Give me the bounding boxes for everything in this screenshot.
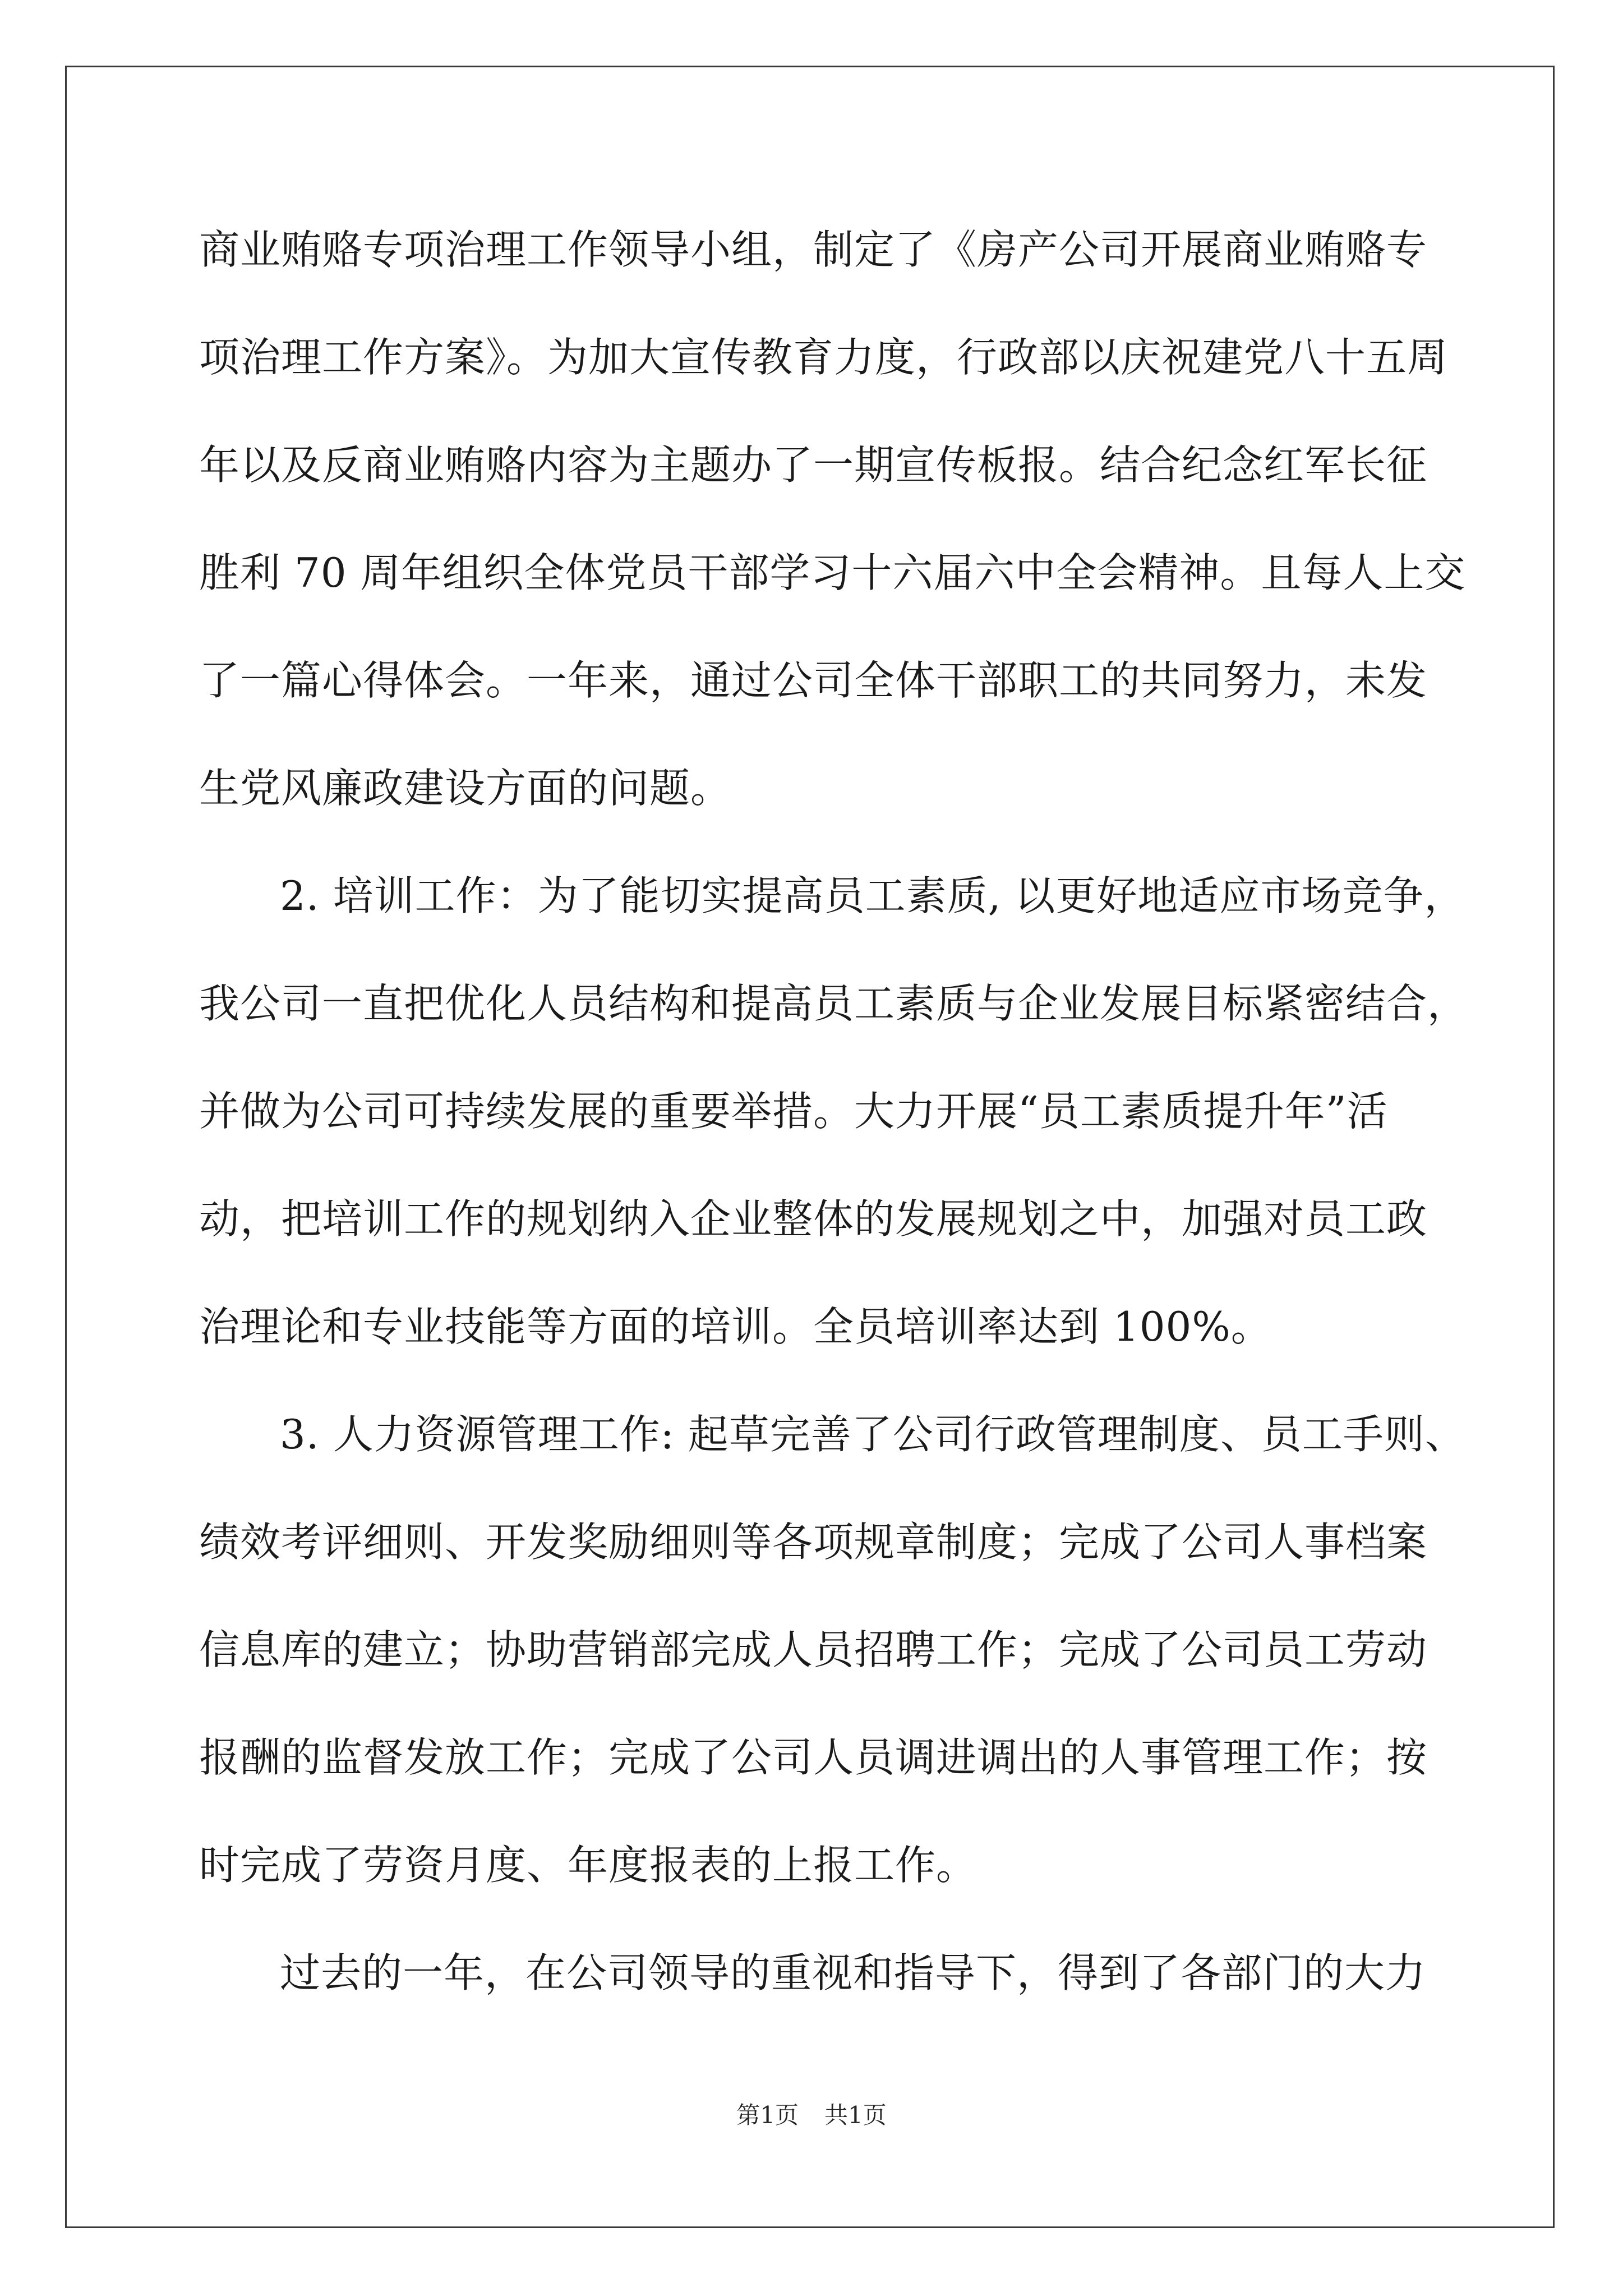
page-footer xyxy=(0,2097,1623,2131)
text-line: 我公司一直把优化人员结构和提高员工素质与企业发展目标紧密结合， xyxy=(199,980,1469,1027)
text-line: 并做为公司可持续发展的重要举措。大力开展“员工素质提升年”活 xyxy=(199,1088,1388,1135)
text-line: 生党风廉政建设方面的问题。 xyxy=(199,765,732,812)
text-line: 了一篇心得体会。一年来，通过公司全体干部职工的共同努力，未发 xyxy=(199,657,1428,704)
text-line: 胜利 70 周年组织全体党员干部学习十六届六中全会精神。且每人上交 xyxy=(199,549,1466,596)
text-line: 时完成了劳资月度、年度报表的上报工作。 xyxy=(199,1842,978,1889)
text-line: 年以及反商业贿赂内容为主题办了一期宣传板报。结合纪念红军长征 xyxy=(199,441,1428,489)
paragraph-start-line: 过去的一年，在公司领导的重视和指导下，得到了各部门的大力 xyxy=(280,1949,1427,1996)
text-line: 动，把培训工作的规划纳入企业整体的发展规划之中，加强对员工政 xyxy=(199,1195,1428,1243)
text-line: 商业贿赂专项治理工作领导小组，制定了《房产公司开展商业贿赂专 xyxy=(199,226,1428,273)
document-body xyxy=(199,213,1469,2044)
text-line: 项治理工作方案》。为加大宣传教育力度，行政部以庆祝建党八十五周 xyxy=(199,334,1449,381)
text-line: 报酬的监督发放工作；完成了公司人员调进调出的人事管理工作；按 xyxy=(199,1734,1428,1781)
text-line: 信息库的建立；协助营销部完成人员招聘工作；完成了公司员工劳动 xyxy=(199,1626,1428,1673)
paragraph-start-line: 3. 人力资源管理工作: 起草完善了公司行政管理制度、员工手则、 xyxy=(280,1411,1466,1458)
text-line: 治理论和专业技能等方面的培训。全员培训率达到 100%。 xyxy=(199,1303,1272,1350)
page-number-current: 第1页 xyxy=(736,2101,799,2129)
paragraph-start-line: 2. 培训工作：为了能切实提高员工素质, 以更好地适应市场竞争， xyxy=(280,872,1465,919)
page-number-total: 共1页 xyxy=(824,2101,887,2129)
text-line: 绩效考评细则、开发奖励细则等各项规章制度；完成了公司人事档案 xyxy=(199,1519,1428,1566)
